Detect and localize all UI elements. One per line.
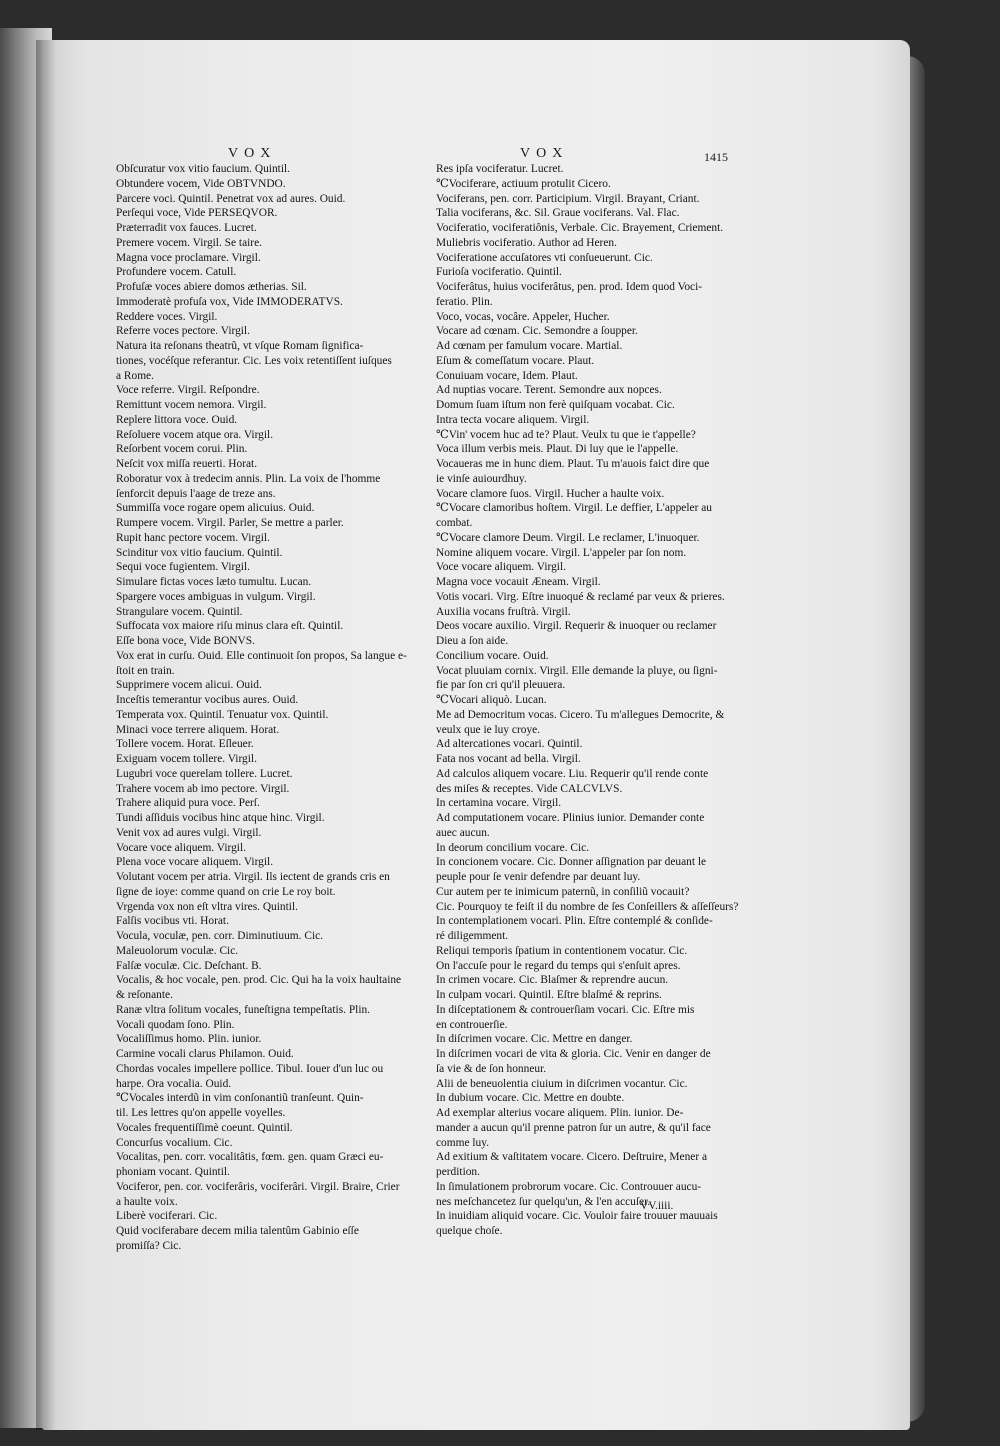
text-line: Ad exitium & vaſtitatem vocare. Cicero. Deſtruire, Mener a: [436, 1151, 708, 1164]
text-line: Vox erat in curſu. Ouid. Elle continuoit ſon propos, Sa langue e-: [116, 649, 407, 662]
text-line: In diſceptationem & controuerſiam vocari. Cic. Eſtre mis: [436, 1003, 695, 1016]
text-line: In ſimulationem probrorum vocare. Cic. Controuuer aucu-: [436, 1180, 702, 1193]
text-line: Venit vox ad aures vulgi. Virgil.: [116, 826, 262, 839]
text-line: Perſequi voce, Vide PERSEQVOR.: [116, 207, 278, 220]
text-line: Carmine vocali clarus Philamon. Ouid.: [116, 1048, 294, 1060]
text-line: Remittunt vocem nemora. Virgil.: [116, 399, 267, 411]
text-line: Res ipſa vociferatur. Lucret.: [436, 163, 564, 175]
text-line: Quid vociferabare decem milia talentûm Gabinio eſſe: [116, 1225, 359, 1237]
text-line: comme luy.: [436, 1136, 490, 1149]
text-line: Scinditur vox vitio faucium. Quintil.: [116, 546, 283, 559]
text-line: tiones, vocéſque referantur. Cic. Les voix retentiſſent iuſques: [116, 354, 392, 367]
text-line: Voca illum verbis meis. Plaut. Di luy que ie l'appelle.: [436, 443, 679, 456]
text-line: ℃Vocare clamoribus hoſtem. Virgil. Le deffier, L'appeler au: [436, 502, 712, 515]
text-line: Trahere vocem ab imo pectore. Virgil.: [116, 782, 290, 795]
text-line: Alii de beneuolentia ciuium in diſcrimen vocantur. Cic.: [436, 1077, 688, 1090]
text-line: Trahere aliquid pura voce. Perſ.: [116, 797, 260, 810]
text-line: fie par ſon cri qu'il pleuuera.: [436, 679, 566, 692]
text-line: Votis vocari. Virg. Eſtre inuoqué & reclamé par veux & prieres.: [436, 590, 725, 603]
text-line: Falſæ voculæ. Cic. Deſchant. B.: [116, 959, 262, 972]
text-line: Furioſa vociferatio. Quintil.: [436, 266, 562, 279]
text-line: ie vinſe auiourdhuy.: [436, 472, 527, 485]
text-line: Vociferâtus, huius vociferâtus, pen. prod. Idem quod Voci-: [436, 281, 703, 293]
running-head-right: VOX: [520, 146, 569, 161]
text-line: Vociferatio, vociferatiônis, Verbale. Cic. Brayement, Criement.: [436, 222, 724, 234]
text-line: nes meſchancetez ſur quelqu'un, & l'en accuſer.: [436, 1195, 651, 1208]
text-line: Cic. Pourquoy te feiſt il du nombre de ſes Conſeillers & aſſeſſeurs?: [436, 900, 739, 913]
text-line: Neſcit vox miſſa reuerti. Horat.: [116, 458, 258, 470]
text-line: Tundi aſſiduis vocibus hinc atque hinc. Virgil.: [116, 812, 325, 824]
text-line: Vocaueras me in hunc diem. Plaut. Tu m'auois faict dire que: [436, 458, 710, 470]
text-line: In diſcrimen vocari de vita & gloria. Cic. Venir en danger de: [436, 1048, 711, 1060]
text-line: Intra tecta vocare aliquem. Virgil.: [436, 413, 590, 426]
text-line: Minaci voce terrere aliquem. Horat.: [116, 723, 280, 736]
text-line: Obtundere vocem, Vide OBTVNDO.: [116, 177, 286, 190]
text-line: Vrgenda vox non eſt vltra vires. Quintil.: [116, 900, 298, 913]
text-line: Magna voce vocauit Æneam. Virgil.: [436, 576, 601, 588]
text-line: Eſum & comeſſatum vocare. Plaut.: [436, 354, 595, 367]
text-line: Obſcuratur vox vitio faucium. Quintil.: [116, 163, 290, 175]
text-line: ſtoit en train.: [116, 664, 175, 677]
text-line: Inceſtis temerantur vocibus aures. Ouid.: [116, 694, 299, 706]
text-line: phoniam vocant. Quintil.: [116, 1166, 230, 1178]
text-line: Profuſæ voces abiere domos ætherias. Sil.: [116, 281, 307, 293]
text-line: Talia vociferans, &c. Sil. Graue vociferans. Val. Flac.: [436, 207, 680, 220]
text-line: Fata nos vocant ad bella. Virgil.: [436, 753, 581, 765]
text-line: ſa vie & de ſon honneur.: [436, 1062, 547, 1075]
text-line: Vocaliſſimus homo. Plin. iunior.: [116, 1033, 262, 1046]
text-line: Ad nuptias vocare. Terent. Semondre aux nopces.: [436, 384, 662, 397]
text-line: Ranæ vltra ſolitum vocales, funeſtigna tempeſtatis. Plin.: [116, 1003, 371, 1016]
page-number: 1415: [704, 150, 728, 164]
text-line: Reddere voces. Virgil.: [116, 310, 218, 323]
text-line: Falſis vocibus vti. Horat.: [116, 915, 229, 928]
text-line: In dubium vocare. Cic. Mettre en doubte.: [436, 1092, 625, 1105]
right-column: [436, 162, 754, 1239]
text-line: Ad cœnam per famulum vocare. Martial.: [436, 340, 623, 352]
text-line: ℃Vin' vocem huc ad te? Plaut. Veulx tu que ie t'appelle?: [436, 428, 696, 441]
text-line: Immoderatè profuſa vox, Vide IMMODERATVS.: [116, 295, 343, 308]
text-line: ℃Vociferare, actiuum protulit Cicero.: [436, 177, 611, 190]
text-line: Rupit hanc pectore vocem. Virgil.: [116, 531, 270, 544]
text-line: Ad computationem vocare. Plinius iunior. Demander conte: [436, 812, 705, 824]
text-line: In deorum concilium vocare. Cic.: [436, 841, 590, 854]
text-line: Supprimere vocem alicui. Ouid.: [116, 679, 262, 692]
text-line: Tollere vocem. Horat. Eſleuer.: [116, 738, 254, 751]
text-line: Spargere voces ambiguas in vulgum. Virgil.: [116, 590, 316, 603]
text-line: Nomine aliquem vocare. Virgil. L'appeler par ſon nom.: [436, 546, 687, 559]
text-line: ℃Vocari aliquò. Lucan.: [436, 694, 547, 706]
text-line: Auxilia vocans fruſtrà. Virgil.: [436, 605, 571, 618]
text-line: Deos vocare auxilio. Virgil. Requerir & inuoquer ou reclamer: [436, 620, 717, 633]
text-line: Maleuolorum voculæ. Cic.: [116, 944, 239, 957]
left-column: [116, 162, 436, 1254]
text-line: promiſſa? Cic.: [116, 1239, 182, 1252]
text-line: In concionem vocare. Cic. Donner aſſignation par deuant le: [436, 856, 707, 869]
text-line: Conuiuam vocare, Idem. Plaut.: [436, 369, 578, 382]
text-line: In diſcrimen vocare. Cic. Mettre en danger.: [436, 1033, 633, 1046]
text-line: Premere vocem. Virgil. Se taire.: [116, 236, 262, 249]
text-line: mander a aucun qu'il prenne patron ſur un autre, & qu'il face: [436, 1121, 711, 1134]
text-line: Roboratur vox à tredecim annis. Plin. La voix de l'homme: [116, 472, 381, 485]
gutter-shadow: [36, 40, 56, 1430]
text-line: Vocare clamore ſuos. Virgil. Hucher a haulte voix.: [436, 487, 665, 500]
text-line: Vociferor, pen. cor. vociferâris, vociferâri. Virgil. Braire, Crier: [116, 1180, 400, 1193]
text-line: Magna voce proclamare. Virgil.: [116, 251, 261, 264]
text-line: Reliqui temporis ſpatium in contentionem vocatur. Cic.: [436, 944, 688, 957]
text-line: perdition.: [436, 1166, 480, 1178]
text-line: Vocare ad cœnam. Cic. Semondre a ſoupper.: [436, 325, 638, 338]
text-line: Vociferatione accuſatores vti conſueuerunt. Cic.: [436, 251, 653, 264]
running-head-left: VOX: [228, 146, 277, 161]
text-line: Voco, vocas, vocâre. Appeler, Hucher.: [436, 310, 610, 323]
text-line: Liberè vociferari. Cic.: [116, 1210, 218, 1223]
text-line: til. Les lettres qu'on appelle voyelles.: [116, 1107, 286, 1119]
text-line: Vocales frequentiſſimè coeunt. Quintil.: [116, 1121, 293, 1134]
text-line: auec aucun.: [436, 826, 490, 839]
text-line: quelque choſe.: [436, 1225, 503, 1237]
text-line: des miſes & receptes. Vide CALCVLVS.: [436, 782, 623, 795]
text-line: In crimen vocare. Cic. Blaſmer & reprendre aucun.: [436, 974, 669, 987]
signature-mark: VV.iiii.: [640, 1200, 674, 1212]
text-line: en controuerſie.: [436, 1018, 508, 1031]
text-line: Ad altercationes vocari. Quintil.: [436, 738, 583, 751]
text-line: Simulare fictas voces læto tumultu. Lucan.: [116, 576, 312, 588]
text-line: Summiſſa voce rogare opem alicuius. Ouid.: [116, 502, 315, 515]
text-line: In inuidiam aliquid vocare. Cic. Vouloir faire trouuer mauuais: [436, 1210, 718, 1223]
text-line: Reſoluere vocem atque ora. Virgil.: [116, 428, 274, 441]
text-line: veulx que ie luy croye.: [436, 723, 541, 736]
text-line: Sequi voce fugientem. Virgil.: [116, 561, 250, 574]
text-line: combat.: [436, 517, 473, 529]
text-line: Vocula, voculæ, pen. corr. Diminutiuum. Cic.: [116, 930, 324, 942]
text-line: Volutant vocem per atria. Virgil. Ils iectent de grands cris en: [116, 871, 390, 883]
text-line: ℃Vocales interdũ in vim conſonantiũ tranſeunt. Quin-: [116, 1092, 364, 1105]
text-line: Temperata vox. Quintil. Tenuatur vox. Quintil.: [116, 708, 329, 721]
text-line: Vociferans, pen. corr. Participium. Virgil. Brayant, Criant.: [436, 192, 700, 205]
text-line: Rumpere vocem. Virgil. Parler, Se mettre a parler.: [116, 517, 344, 529]
text-line: Vocali quodam ſono. Plin.: [116, 1018, 235, 1031]
text-line: ſenforcit depuis l'aage de treze ans.: [116, 487, 276, 500]
text-line: Concurſus vocalium. Cic.: [116, 1136, 233, 1149]
text-line: Replere littora voce. Ouid.: [116, 413, 238, 426]
text-line: Voce vocare aliquem. Virgil.: [436, 561, 566, 574]
text-line: a haulte voix.: [116, 1195, 178, 1208]
text-line: Vocalis, & hoc vocale, pen. prod. Cic. Qui ha la voix haultaine: [116, 974, 402, 987]
text-line: In certamina vocare. Virgil.: [436, 797, 562, 810]
text-line: Exiguam vocem tollere. Virgil.: [116, 753, 257, 765]
text-line: Ad exemplar alterius vocare aliquem. Plin. iunior. De-: [436, 1107, 684, 1119]
text-line: Vocat pluuiam cornix. Virgil. Elle demande la pluye, ou ſigni-: [436, 664, 718, 677]
text-line: Suffocata vox maiore riſu minus clara eſt. Quintil.: [116, 620, 344, 633]
text-line: On l'accuſe pour le regard du temps qui s'enſuit apres.: [436, 959, 681, 972]
text-line: Præterradit vox fauces. Lucret.: [116, 222, 257, 234]
text-line: Vocare voce aliquem. Virgil.: [116, 841, 246, 854]
text-line: Muliebris vociferatio. Author ad Heren.: [436, 236, 617, 249]
text-line: Lugubri voce querelam tollere. Lucret.: [116, 767, 293, 780]
text-line: Parcere voci. Quintil. Penetrat vox ad aures. Ouid.: [116, 192, 346, 205]
text-line: Voce referre. Virgil. Reſpondre.: [116, 384, 260, 397]
text-line: ré diligemment.: [436, 930, 509, 942]
text-line: Natura ita reſonans theatrũ, vt vſque Romam ſignifica-: [116, 340, 364, 352]
text-line: ℃Vocare clamore Deum. Virgil. Le reclamer, L'inuoquer.: [436, 531, 700, 544]
text-line: Referre voces pectore. Virgil.: [116, 325, 250, 338]
text-line: In culpam vocari. Quintil. Eſtre blaſmé & reprins.: [436, 989, 662, 1001]
text-line: a Rome.: [116, 369, 154, 382]
text-line: Me ad Democritum vocas. Cicero. Tu m'allegues Democrite, &: [436, 708, 725, 721]
text-line: Eſſe bona voce, Vide BONVS.: [116, 635, 255, 647]
text-line: Strangulare vocem. Quintil.: [116, 605, 243, 618]
text-line: Chordas vocales impellere pollice. Tibul. Iouer d'un luc ou: [116, 1062, 384, 1075]
text-line: Reſorbent vocem corui. Plin.: [116, 443, 248, 456]
text-line: feratio. Plin.: [436, 295, 493, 308]
text-line: harpe. Ora vocalia. Ouid.: [116, 1077, 232, 1090]
text-line: peuple pour ſe venir defendre par deuant luy.: [436, 871, 641, 883]
text-line: In contemplationem vocari. Plin. Eſtre contemplé & conſide-: [436, 915, 713, 928]
text-line: Vocalitas, pen. corr. vocalitâtis, fœm. gen. quam Græci eu-: [116, 1151, 384, 1164]
text-line: Ad calculos aliquem vocare. Liu. Requerir qu'il rende conte: [436, 767, 709, 780]
text-line: Cur autem per te inimicum paternũ, in conſiliũ vocauit?: [436, 885, 690, 898]
text-line: Dieu a ſon aide.: [436, 635, 509, 647]
text-line: Profundere vocem. Catull.: [116, 266, 237, 279]
text-line: Concilium vocare. Ouid.: [436, 649, 549, 662]
text-line: & reſonante.: [116, 989, 173, 1001]
text-line: ſigne de ioye: comme quand on crie Le roy boit.: [116, 885, 336, 898]
text-line: Domum ſuam iſtum non ferè quiſquam vocabat. Cic.: [436, 399, 675, 411]
text-line: Plena voce vocare aliquem. Virgil.: [116, 856, 274, 869]
